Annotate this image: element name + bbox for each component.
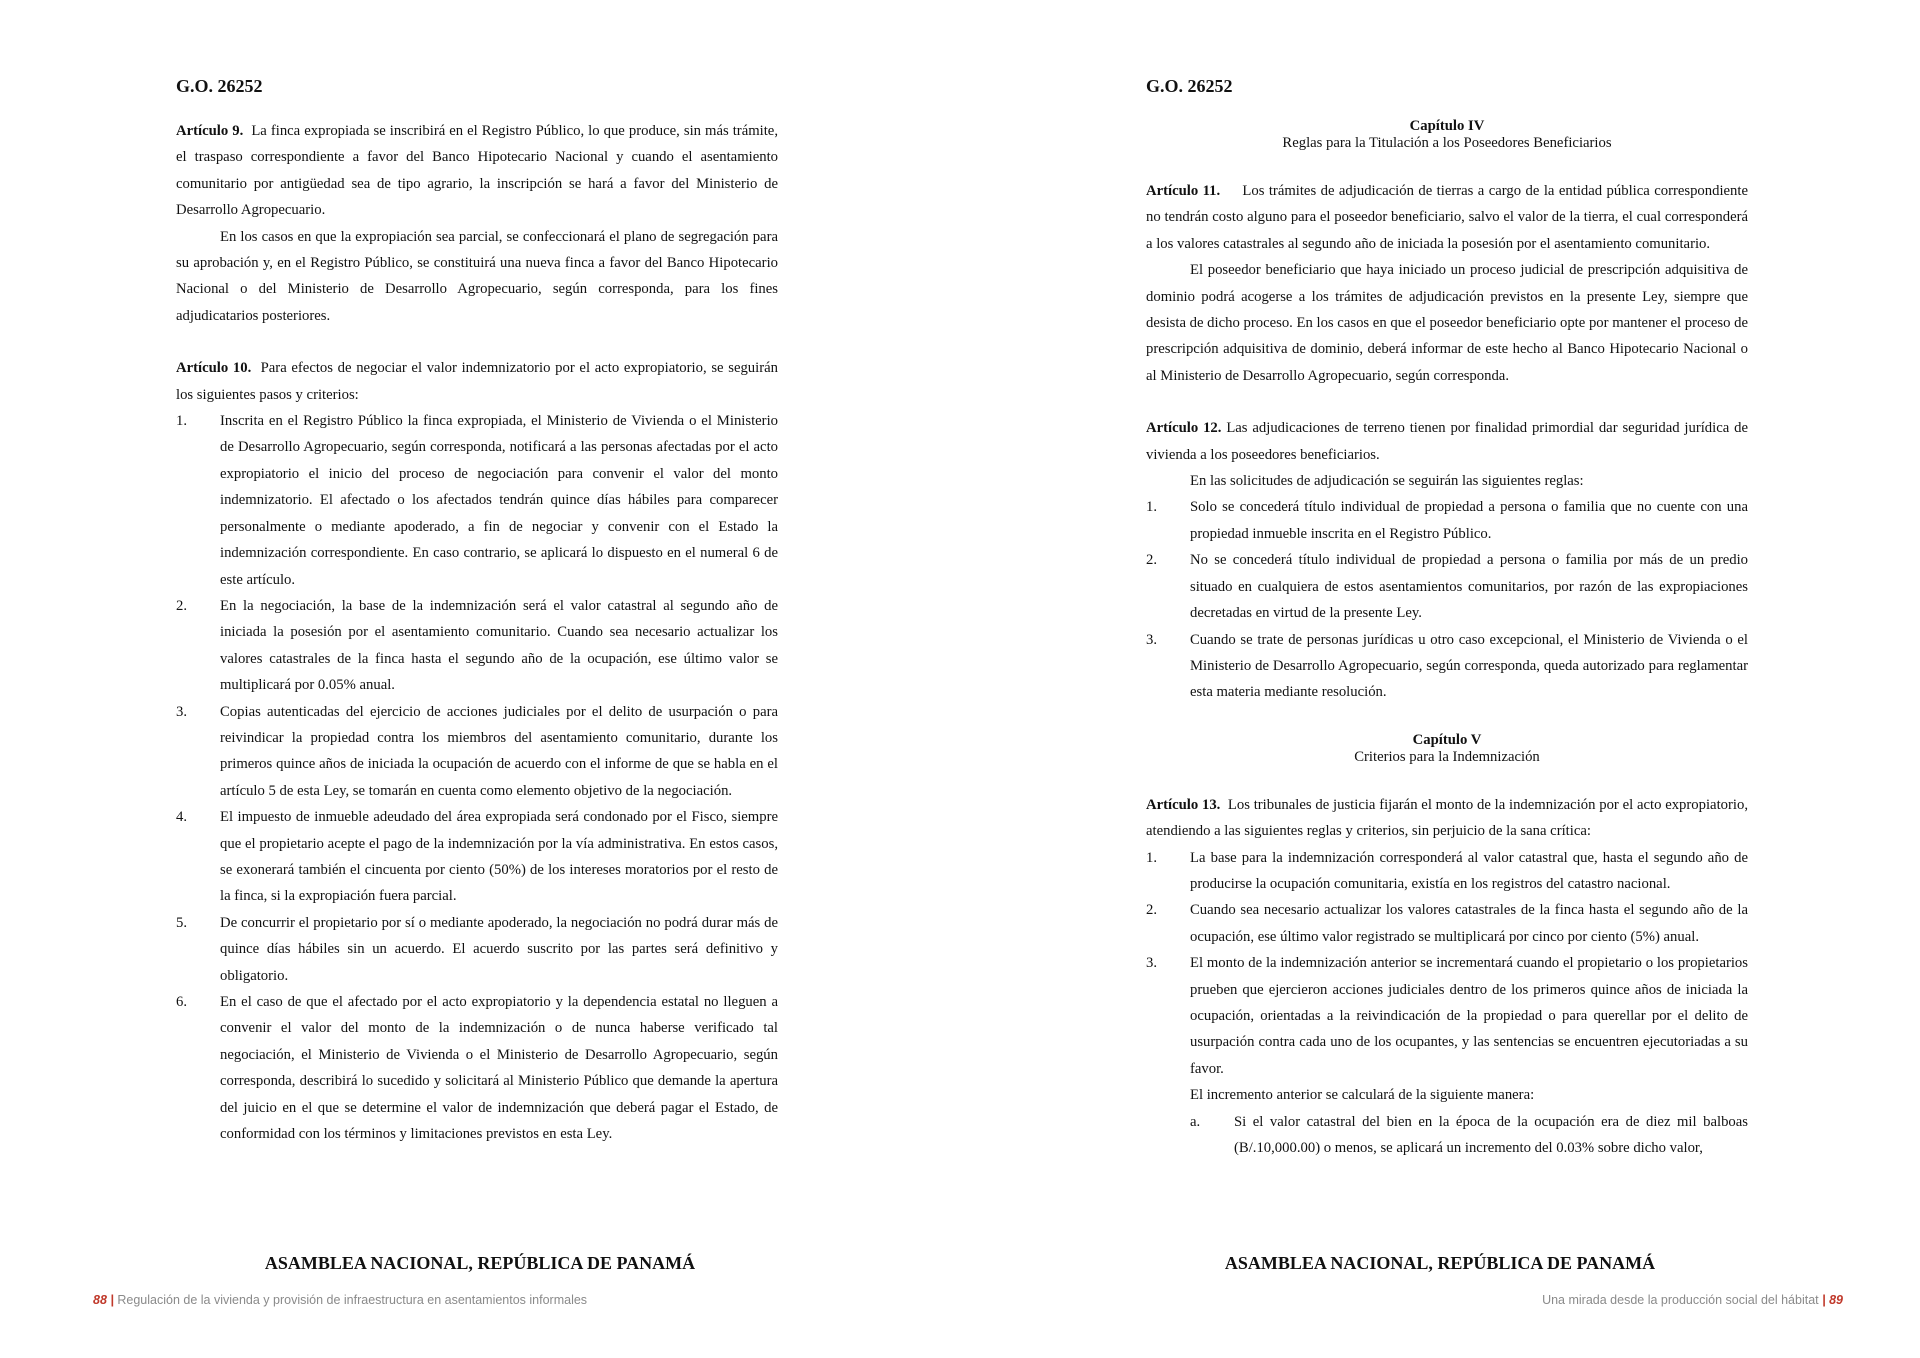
article-paragraph: En los casos en que la expropiación sea parcial, se confeccionará el plano de segregación para su aprobación y, en el Registro Público, se constituirá una nueva finca a favor del Banco Hipotecario Nacional o del Ministerio de Desarrollo Agropecuario, según corresponda, para los fines adjudicatarios posteriores. <box>176 228 778 324</box>
list-item-text: Copias autenticadas del ejercicio de acciones judiciales por el delito de usurpación o para reivindicar la propiedad contra los miembros del asentamiento comunitario, durante los primeros quince años de iniciada la ocupación de acuerdo con el informe de que se habla en el artículo 5 de esta Ley, se tomarán en cuenta como elemento objetivo de la negociación. <box>220 703 778 799</box>
list-item <box>176 408 778 593</box>
list-item-number: 2. <box>1146 902 1158 919</box>
article-paragraph: El poseedor beneficiario que haya iniciado un proceso judicial de prescripción adquisitiva de dominio podrá acogerse a los trámites de adjudicación previstos en la presente Ley, siempre que desista de dicho proceso. En los casos en que el poseedor beneficiario opte por mantener el proceso de prescripción adquisitiva de dominio, deberá informar de este hecho al Banco Hipotecario Nacional o al Ministerio de Desarrollo Agropecuario, según corresponda. <box>1146 262 1748 384</box>
sub-list-item-text: Si el valor catastral del bien en la época de la ocupación era de diez mil balboas (B/.10,000.00) o menos, se aplicará un incremento del 0.03% sobre dicho valor, <box>1234 1113 1748 1156</box>
article-13 <box>1146 792 1748 845</box>
article-heading: Artículo 12. <box>1146 420 1222 437</box>
list-item-number: 2. <box>176 597 188 614</box>
article-text: Para efectos de negociar el valor indemnizatorio por el acto expropiatorio, se seguirán los siguientes pasos y criterios: <box>176 360 778 403</box>
chapter-title: Capítulo V <box>1412 731 1482 748</box>
article-text: La finca expropiada se inscribirá en el Registro Público, lo que produce, sin más trámite, el traspaso correspondiente a favor del Banco Hipotecario Nacional y cuando el asentamiento comunitario por antigüedad sea de tipo agrario, la inscripción se hará a favor del Ministerio de Desarrollo Agropecuario. <box>176 123 778 219</box>
left-page-body <box>176 118 778 1147</box>
list-item <box>176 593 778 699</box>
assembly-footer-title: ASAMBLEA NACIONAL, REPÚBLICA DE PANAMÁ <box>264 1253 696 1273</box>
list-item <box>176 989 778 1147</box>
running-footer-text: Una mirada desde la producción social del hábitat <box>1542 1293 1819 1307</box>
list-item-number: 6. <box>176 994 188 1010</box>
list-item-text: Inscrita en el Registro Público la finca expropiada, el Ministerio de Vivienda o el Ministerio de Desarrollo Agropecuario, según corresponda, notificará a las personas afectadas por el acto expropiatorio el inicio del proceso de negociación para convenir el valor del monto indemnizatorio. El afectado o los afectados tendrán quince días hábiles para comparecer personalmente o mediante apoderado, a fin de negociar y convenir con el Estado la indemnización correspondiente. En caso contrario, se aplicará lo dispuesto en el numeral 6 de este artículo. <box>220 413 778 588</box>
list-item-number: 4. <box>176 809 188 826</box>
list-item-text: El monto de la indemnización anterior se incrementará cuando el propietario o los propietarios prueben que ejercieron acciones judiciales dentro de los primeros quince años de iniciada la ocupación, orientadas a la reivindicación de la propiedad o para querellar por el delito de usurpación contra cada uno de los ocupantes, y las sentencias se encuentren ejecutoriadas a su favor. <box>1190 955 1748 1077</box>
article-heading: Artículo 13. <box>1146 796 1221 813</box>
article-text: Los tribunales de justicia fijarán el monto de la indemnización por el acto expropiatorio, atendiendo a las siguientes reglas y criterios, sin perjuicio de la sana crítica: <box>1146 796 1748 840</box>
page-number: 88 | <box>93 1293 114 1307</box>
chapter-subtitle: Reglas para la Titulación a los Poseedores Beneficiarios <box>1282 135 1612 151</box>
list-item-text: La base para la indemnización corresponderá al valor catastral que, hasta el segundo año de producirse la ocupación comunitaria, existía en los registros del catastro nacional. <box>1190 849 1748 892</box>
list-item-number: 1. <box>176 413 188 430</box>
list-item-number: 3. <box>176 703 188 720</box>
chapter-title: Capítulo IV <box>1409 118 1485 134</box>
article-10 <box>176 355 778 408</box>
list-item-number: 5. <box>176 914 188 931</box>
article-11 <box>1146 178 1748 257</box>
list-item <box>1146 845 1748 898</box>
list-item <box>1146 494 1748 547</box>
right-page <box>960 0 1920 1358</box>
list-item <box>176 804 778 910</box>
list-item-text: No se concederá título individual de propiedad a persona o familia por más de un predio situado en cualquiera de estos asentamientos comunitarios, por razón de las expropiaciones decretadas en virtud de la presente Ley. <box>1190 552 1748 622</box>
list-item-number: 1. <box>1146 849 1158 866</box>
list-item-number: 3. <box>1146 955 1158 972</box>
article-heading: Artículo 10. <box>176 360 252 377</box>
assembly-footer-title: ASAMBLEA NACIONAL, REPÚBLICA DE PANAMÁ <box>1224 1253 1656 1273</box>
gazette-number: G.O. 26252 <box>1146 76 1233 96</box>
list-item-number: 3. <box>1146 631 1158 648</box>
article-heading: Artículo 9. <box>176 123 244 139</box>
sub-list-item <box>1190 1109 1748 1162</box>
page-number: | 89 <box>1822 1293 1843 1307</box>
list-item <box>176 910 778 989</box>
running-footer-text: Regulación de la vivienda y provisión de infraestructura en asentamientos informales <box>117 1293 588 1307</box>
article-text: Las adjudicaciones de terreno tienen por finalidad primordial dar seguridad jurídica de vivienda a los poseedores beneficiarios. <box>1146 420 1749 463</box>
gazette-number: G.O. 26252 <box>176 76 263 96</box>
list-item-text: De concurrir el propietario por sí o mediante apoderado, la negociación no podrá durar más de quince días hábiles sin un acuerdo. El acuerdo suscrito por las partes será definitivo y obligatorio. <box>220 914 778 984</box>
article-paragraph: El incremento anterior se calculará de la siguiente manera: <box>1190 1087 1535 1104</box>
list-item-text: En el caso de que el afectado por el acto expropiatorio y la dependencia estatal no lleguen a convenir el valor del monto de la indemnización o de nunca haberse verificado tal negociación, el Ministerio de Vivienda o el Ministerio de Desarrollo Agropecuario, según corresponda, describirá lo sucedido y solicitará al Ministerio Público que demande la apertura del juicio en el que se determine el valor de indemnización que deberá pagar el Estado, de conformidad con los términos y limitaciones previstos en esta Ley. <box>220 994 778 1143</box>
list-item-text: Cuando sea necesario actualizar los valores catastrales de la finca hasta el segundo año de la ocupación, ese último valor registrado se multiplicará por cinco por ciento (5%) anual. <box>1190 902 1748 945</box>
article-9 <box>176 118 778 224</box>
list-item <box>1146 950 1748 1082</box>
list-item-text: El impuesto de inmueble adeudado del área expropiada será condonado por el Fisco, siempre que el propietario acepte el pago de la indemnización por la vía administrativa. En estos casos, se exonerará también el cincuenta por ciento (50%) de los intereses moratorios por el resto de la finca, si la expropiación fuera parcial. <box>220 809 778 905</box>
chapter-subtitle: Criterios para la Indemnización <box>1354 748 1540 765</box>
article-heading: Artículo 11. <box>1146 183 1221 199</box>
list-item <box>176 699 778 805</box>
list-item <box>1146 897 1748 950</box>
list-item <box>1146 627 1748 706</box>
list-item-text: Solo se concederá título individual de propiedad a persona o familia que no cuente con una propiedad inmueble inscrita en el Registro Público. <box>1190 499 1748 542</box>
list-item-text: En la negociación, la base de la indemnización será el valor catastral al segundo año de iniciada la posesión por el asentamiento comunitario. Cuando sea necesario actualizar los valores catastrales de la finca hasta el segundo año de la ocupación, ese último valor se multiplicará por 0.05% anual. <box>220 597 778 694</box>
running-footer <box>93 1293 587 1307</box>
article-paragraph: En las solicitudes de adjudicación se seguirán las siguientes reglas: <box>1190 473 1584 490</box>
list-item-text: Cuando se trate de personas jurídicas u otro caso excepcional, el Ministerio de Vivienda o el Ministerio de Desarrollo Agropecuario, según corresponda, queda autorizado para reglamentar esta materia mediante resolución. <box>1190 631 1748 701</box>
list-item-number: 1. <box>1146 499 1158 516</box>
chapter-heading <box>1146 118 1748 152</box>
list-item <box>1146 547 1748 626</box>
chapter-heading <box>1146 732 1748 766</box>
article-text: Los trámites de adjudicación de tierras a cargo de la entidad pública correspondiente no tendrán costo alguno para el poseedor beneficiario, salvo el valor de la tierra, el cual corresponderá a los valores catastrales al segundo año de iniciada la posesión por el asentamiento comunitario. <box>1146 183 1749 252</box>
sub-list-item-letter: a. <box>1190 1113 1201 1130</box>
list-item-number: 2. <box>1146 552 1158 569</box>
right-page-body <box>1146 118 1748 1161</box>
running-footer <box>1542 1293 1843 1307</box>
article-12 <box>1146 415 1748 468</box>
